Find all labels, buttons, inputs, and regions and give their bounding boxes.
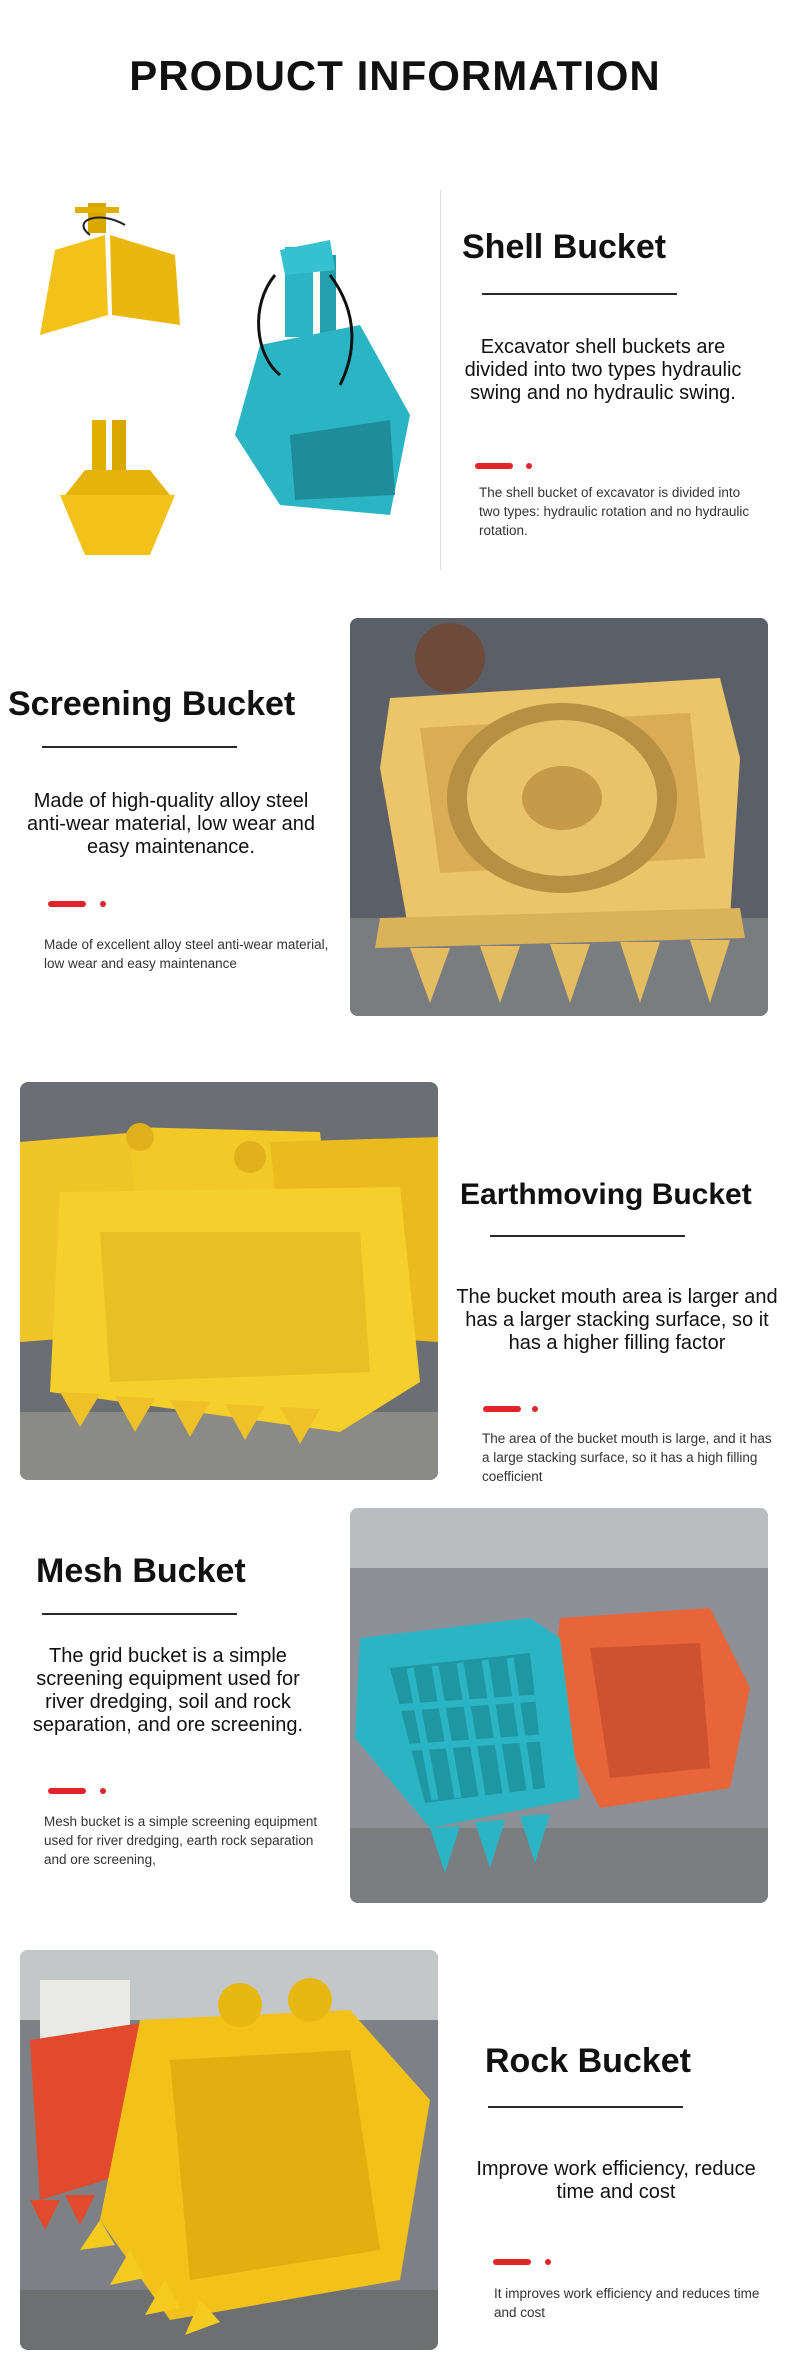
accent-bar <box>483 1406 521 1412</box>
mesh-bucket-photo <box>350 1508 768 1903</box>
clamshell-yellow-top-icon <box>40 203 180 335</box>
earthmoving-bucket-note: The area of the bucket mouth is large, and it has a large stacking surface, so it has a high filling coefficient <box>482 1431 772 1484</box>
shell-bucket-images <box>30 195 430 575</box>
shell-bucket-illustration <box>30 195 430 575</box>
page-title: PRODUCT INFORMATION <box>129 52 661 99</box>
mesh-bucket-rule <box>42 1613 237 1615</box>
shell-bucket-rule <box>482 293 677 295</box>
screening-bucket-description: Made of high-quality alloy steel anti-wear material, low wear and easy maintenance. <box>27 790 315 858</box>
earthmoving-bucket-photo <box>20 1082 438 1480</box>
mesh-bucket-note: Mesh bucket is a simple screening equipment used for river dredging, earth rock separation and ore screening, <box>44 1814 318 1867</box>
clamshell-yellow-bottom-icon <box>60 420 175 555</box>
rock-bucket-description: Improve work efficiency, reduce time and cost <box>476 2158 756 2203</box>
earthmoving-bucket-illustration <box>20 1082 438 1480</box>
accent-bar <box>48 1788 86 1794</box>
mesh-bucket-illustration <box>350 1508 768 1903</box>
mesh-bucket-description: The grid bucket is a simple screening equipment used for river dredging, soil and rock separation, and ore screening. <box>32 1645 304 1736</box>
shell-bucket-heading: Shell Bucket <box>462 228 667 266</box>
accent-dot <box>100 1788 106 1794</box>
rock-bucket-photo <box>20 1950 438 2350</box>
shell-bucket-description: Excavator shell buckets are divided into two types hydraulic swing and no hydraulic swing. <box>464 336 742 404</box>
earthmoving-bucket-rule <box>490 1235 685 1237</box>
section-divider <box>440 190 441 570</box>
rock-bucket-rule <box>488 2106 683 2108</box>
earthmoving-bucket-description: The bucket mouth area is larger and has a larger stacking surface, so it has a higher filling factor <box>456 1286 778 1354</box>
mesh-bucket-heading: Mesh Bucket <box>36 1552 246 1590</box>
screening-bucket-note: Made of excellent alloy steel anti-wear material, low wear and easy maintenance <box>44 937 329 971</box>
accent-bar <box>48 901 86 907</box>
accent-dot <box>526 463 532 469</box>
screening-bucket-photo <box>350 618 768 1016</box>
rock-bucket-note: It improves work efficiency and reduces time and cost <box>494 2286 760 2320</box>
earthmoving-bucket-heading: Earthmoving Bucket <box>460 1178 752 1211</box>
accent-dot <box>100 901 106 907</box>
screening-bucket-heading: Screening Bucket <box>8 685 296 723</box>
screening-bucket-rule <box>42 746 237 748</box>
rock-bucket-heading: Rock Bucket <box>485 2042 691 2080</box>
shell-bucket-note: The shell bucket of excavator is divided into two types: hydraulic rotation and no hydraulic rotation. <box>479 485 750 538</box>
clamshell-teal-icon <box>235 240 410 515</box>
accent-dot <box>532 1406 538 1412</box>
accent-bar <box>493 2259 531 2265</box>
rock-bucket-illustration <box>20 1950 438 2350</box>
screening-bucket-illustration <box>350 618 768 1016</box>
accent-dot <box>545 2259 551 2265</box>
accent-bar <box>475 463 513 469</box>
